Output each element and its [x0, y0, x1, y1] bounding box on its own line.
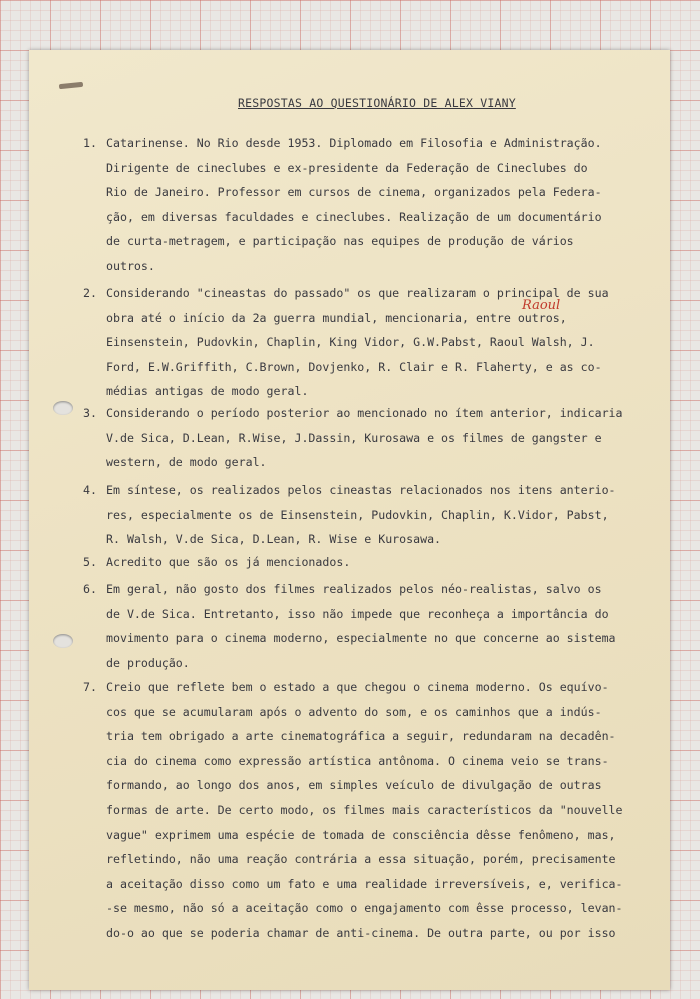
text-line: cia do cinema como expressão artística antônoma. O cinema veio se trans- [106, 753, 609, 768]
text-line: de V.de Sica. Entretanto, isso não impede que reconheça a importância do [106, 606, 609, 621]
text-line: Considerando "cineastas do passado" os que realizaram o principal de sua [106, 286, 609, 300]
text-line: res, especialmente os de Einsenstein, Pudovkin, Chaplin, K.Vidor, Pabst, [106, 507, 609, 522]
text-line: ção, em diversas faculdades e cineclubes. Realização de um documentário [106, 209, 602, 224]
text-line: a aceitação disso como um fato e uma realidade irreversíveis, e, verifica- [106, 876, 623, 891]
answer-number: 7. [83, 680, 97, 694]
text-line: refletindo, não uma reação contrária a essa situação, porém, precisamente [106, 852, 616, 867]
punch-hole-top [53, 401, 73, 415]
text-line: Rio de Janeiro. Professor em cursos de cinema, organizados pela Federa- [106, 185, 602, 200]
answer-number: 2. [83, 286, 97, 300]
punch-hole-bottom [53, 634, 73, 648]
document-page [29, 50, 670, 990]
text-line: tria tem obrigado a arte cinematográfica a seguir, redundaram na decadên- [106, 729, 616, 744]
document-title: RESPOSTAS AO QUESTIONÁRIO DE ALEX VIANY [238, 96, 516, 110]
text-line: Acredito que são os já mencionados. [106, 555, 351, 569]
text-line: Em síntese, os realizados pelos cineastas relacionados nos itens anterio- [106, 483, 616, 497]
text-line: de curta-metragem, e participação nas equipes de produção de vários [106, 234, 574, 249]
answer-number: 5. [83, 555, 97, 569]
text-line: Einsenstein, Pudovkin, Chaplin, King Vidor, G.W.Pabst, Raoul Walsh, J. [106, 335, 595, 350]
text-line: Ford, E.W.Griffith, C.Brown, Dovjenko, R. Clair e R. Flaherty, e as co- [106, 359, 602, 374]
text-line: de produção. [106, 655, 190, 670]
text-line: western, de modo geral. [106, 455, 267, 470]
text-line: Catarinense. No Rio desde 1953. Diplomado em Filosofia e Administração. [106, 136, 602, 150]
handwritten-correction-raoul: Raoul [522, 298, 561, 313]
text-line: cos que se acumularam após o advento do som, e os caminhos que a indús- [106, 704, 602, 719]
paper-clip-mark [59, 82, 83, 89]
answer-number: 1. [83, 136, 97, 150]
answer-number: 3. [83, 406, 97, 420]
text-line: Dirigente de cineclubes e ex-presidente da Federação de Cineclubes do [106, 160, 588, 175]
text-line: outros. [106, 259, 155, 273]
answer-number: 6. [83, 582, 97, 596]
text-line: Considerando o período posterior ao mencionado no ítem anterior, indicaria [106, 406, 623, 420]
text-line: movimento para o cinema moderno, especialmente no que concerne ao sistema [106, 631, 616, 646]
answer-number: 4. [83, 483, 97, 497]
text-line: V.de Sica, D.Lean, R.Wise, J.Dassin, Kurosawa e os filmes de gangster e [106, 430, 602, 445]
text-line: médias antigas de modo geral. [106, 384, 309, 399]
text-line: -se mesmo, não só a aceitação como o engajamento com êsse processo, levan- [106, 901, 623, 916]
text-line: Creio que reflete bem o estado a que chegou o cinema moderno. Os equívo- [106, 680, 609, 694]
text-line: do-o ao que se poderia chamar de anti-cinema. De outra parte, ou por isso [106, 926, 616, 940]
text-line: vague" exprimem uma espécie de tomada de consciência dêsse fenômeno, mas, [106, 827, 616, 842]
text-line: formas de arte. De certo modo, os filmes mais característicos da "nouvelle [106, 803, 623, 817]
text-line: Em geral, não gosto dos filmes realizados pelos néo-realistas, salvo os [106, 582, 602, 596]
text-line: formando, ao longo dos anos, em simples veículo de divulgação de outras [106, 778, 602, 793]
text-line: R. Walsh, V.de Sica, D.Lean, R. Wise e Kurosawa. [106, 532, 442, 547]
text-line: obra até o início da 2a guerra mundial, mencionaria, entre outros, [106, 310, 567, 325]
